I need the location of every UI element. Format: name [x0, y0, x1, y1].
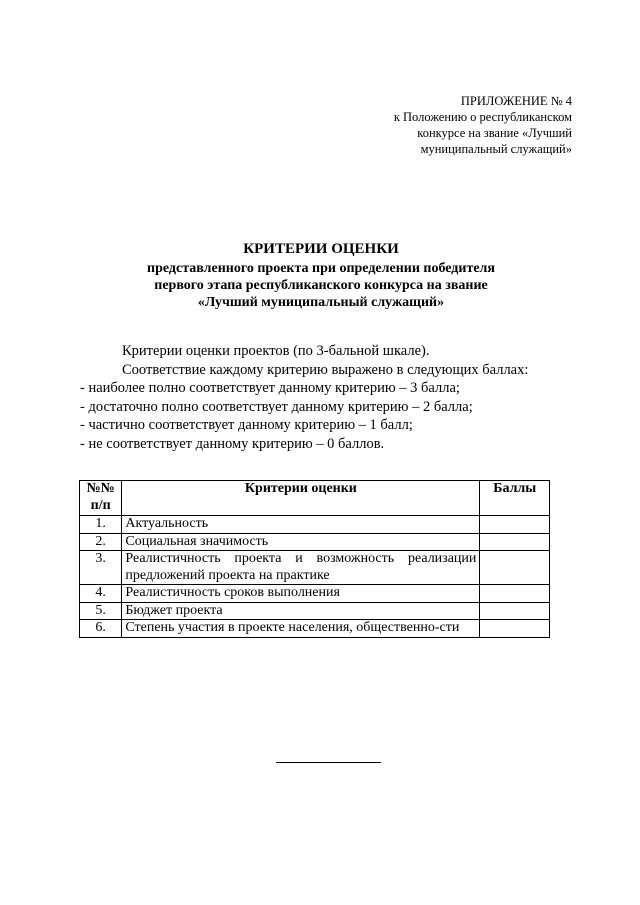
row-number: 6.: [80, 620, 122, 638]
table-row: [80, 602, 550, 620]
header-number: [80, 481, 122, 516]
row-criteria: Бюджет проекта: [122, 602, 480, 620]
row-score: [480, 533, 550, 551]
row-criteria: Степень участия в проекте населения, общественно-сти: [122, 620, 480, 638]
intro-line-1: Критерии оценки проектов (по 3-бальной шкале).: [122, 343, 430, 359]
appendix-ref-line-1: к Положению о республиканском: [393, 110, 572, 124]
row-criteria: Актуальность: [122, 516, 480, 534]
criteria-table: [79, 480, 550, 638]
table-row: [80, 551, 550, 585]
row-number: 4.: [80, 585, 122, 603]
document-title: [80, 241, 562, 311]
scoring-description: [80, 342, 562, 453]
table-row: [80, 533, 550, 551]
appendix-header: [340, 93, 572, 157]
table-row: [80, 516, 550, 534]
appendix-ref-line-2: конкурсе на звание «Лучший: [417, 126, 572, 140]
row-criteria: Реалистичность проекта и возможность реализации предложений проекта на практике: [122, 551, 480, 585]
row-score: [480, 620, 550, 638]
row-number: 1.: [80, 516, 122, 534]
row-number: 3.: [80, 551, 122, 585]
row-score: [480, 602, 550, 620]
header-number-line-1: №№: [86, 481, 115, 496]
score-item: - достаточно полно соответствует данному критерию – 2 балла;: [80, 398, 473, 415]
header-number-line-2: п/п: [90, 497, 111, 513]
title-sub-1: представленного проекта при определении победителя: [147, 261, 495, 276]
score-item: - частично соответствует данному критерию – 1 балл;: [80, 417, 413, 433]
table-header-row: [80, 481, 550, 516]
score-item: - наиболее полно соответствует данному критерию – 3 балла;: [80, 380, 460, 396]
score-item: - не соответствует данному критерию – 0 баллов.: [80, 435, 385, 452]
appendix-number: ПРИЛОЖЕНИЕ № 4: [460, 94, 572, 108]
intro-line-2: Соответствие каждому критерию выражено в следующих баллах:: [122, 361, 529, 378]
header-score: Баллы: [480, 481, 550, 516]
header-criteria: Критерии оценки: [122, 481, 480, 516]
end-separator-line: [276, 762, 381, 763]
appendix-ref-line-3: муниципальный служащий»: [420, 142, 572, 156]
title-sub-3: «Лучший муниципальный служащий»: [197, 295, 445, 310]
row-criteria: Реалистичность сроков выполнения: [122, 585, 480, 603]
title-main: КРИТЕРИИ ОЦЕНКИ: [243, 241, 399, 257]
row-number: 5.: [80, 602, 122, 620]
title-sub-2: первого этапа республиканского конкурса на звание: [154, 278, 488, 293]
row-score: [480, 516, 550, 534]
table-row: [80, 585, 550, 603]
row-criteria: Социальная значимость: [122, 533, 480, 551]
row-score: [480, 551, 550, 585]
table-row: [80, 620, 550, 638]
row-score: [480, 585, 550, 603]
row-number: 2.: [80, 533, 122, 551]
